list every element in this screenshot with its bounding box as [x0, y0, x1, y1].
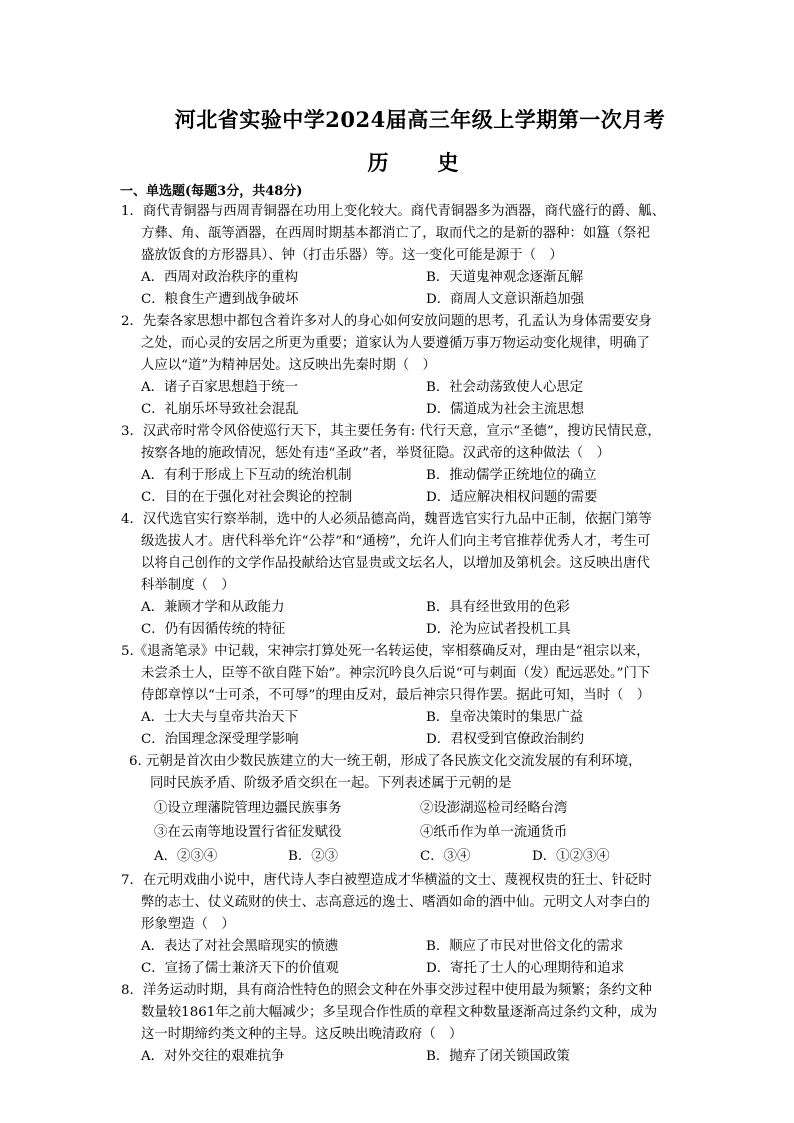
question-6-statement-2: ②设澎湖巡检司经略台湾 — [420, 801, 568, 816]
question-7-option-c: C．宣扬了儒士兼济天下的价值观 — [141, 961, 339, 976]
question-4-option-b: B．具有经世致用的色彩 — [426, 600, 570, 615]
question-6-line-2: 同时民族矛盾、阶级矛盾交织在一起。下列表述属于元朝的是 — [150, 776, 512, 791]
question-2-option-a: A．诸子百家思想趋于统一 — [141, 380, 298, 395]
question-6-statement-1: ①设立理藩院管理边疆民族事务 — [154, 801, 342, 816]
exam-subject: 历 史 — [367, 150, 473, 175]
question-3-line-2: 按察各地的施政情况，惩处有违“圣政”者，举贤征隐。汉武帝的这种做法（ ） — [141, 446, 610, 461]
question-3-option-a: A．有利于形成上下互动的统治机制 — [141, 468, 352, 483]
question-2-option-b: B．社会动荡致使人心思定 — [426, 380, 584, 395]
question-4-option-c: C．仍有因循传统的特征 — [141, 622, 286, 637]
question-3-line-1: 3．汉武帝时常令风俗使巡行天下，其主要任务有: 代行天意，宣示“圣德”，搜访民情民意， — [121, 424, 661, 439]
question-4-option-d: D．沦为应试者投机工具 — [426, 622, 571, 637]
question-1-option-c: C．粮食生产遭到战争破坏 — [141, 292, 299, 307]
question-8-line-2: 数量较1861年之前大幅减少；多呈现合作性质的章程文种数量逐渐高过条约文种，成为 — [141, 1005, 658, 1020]
question-5-line-1: 5.《退斋笔录》中记载，宋神宗打算处死一名转运使，宰相蔡确反对，理由是“祖宗以来， — [121, 644, 650, 659]
question-1-line-3: 盛放饭食的方形器具）、钟（打击乐器）等。这一变化可能是源于（ ） — [141, 248, 563, 263]
question-4-line-1: 4．汉代选官实行察举制，选中的人必须品德高尚，魏晋选官实行九品中正制，依据门第等 — [121, 512, 652, 527]
question-6-option-d: D．①②③④ — [532, 849, 610, 864]
question-3-option-b: B．推动儒学正统地位的确立 — [426, 468, 597, 483]
question-6-line-1: 6. 元朝是首次由少数民族建立的大一统王朝，形成了各民族文化交流发展的有利环境， — [129, 754, 642, 769]
question-2-line-1: 2．先秦各家思想中都包含着许多对人的身心如何安放问题的思考，孔孟认为身体需要安身 — [121, 314, 652, 329]
question-4-line-4: 科举制度（ ） — [141, 578, 235, 593]
question-6-option-a: A．②③④ — [154, 849, 218, 864]
question-5-option-b: B．皇帝决策时的集思广益 — [426, 710, 584, 725]
question-7-line-1: 7．在元明戏曲小说中，唐代诗人李白被塑造成才华横溢的文士、蔑视权贵的狂士、针砭时 — [121, 873, 652, 888]
question-8-option-b: B．抛弃了闭关锁国政策 — [426, 1049, 570, 1064]
question-7-option-a: A．表达了对社会黑暗现实的愤懑 — [141, 939, 339, 954]
question-3-option-d: D．适应解决相权问题的需要 — [426, 490, 598, 505]
question-4-line-3: 以将自己创作的文学作品投献给达官显贵或文坛名人，以增加及第机会。这反映出唐代 — [141, 556, 650, 571]
question-1-line-1: 1．商代青铜器与西周青铜器在功用上变化较大。商代青铜器多为酒器，商代盛行的爵、觚、 — [121, 204, 666, 219]
question-7-line-3: 形象塑造（ ） — [141, 917, 235, 932]
question-1-option-a: A．西周对政治秩序的重构 — [141, 270, 298, 285]
question-1-option-b: B．天道鬼神观念逐渐瓦解 — [426, 270, 584, 285]
question-3-option-c: C．目的在于强化对社会舆论的控制 — [141, 490, 353, 505]
question-5-line-2: 未尝杀士人，臣等不欲自陛下始”。神宗沉吟良久后说“可与刺面（发）配远恶处。”门下 — [141, 666, 651, 681]
question-7-option-b: B．顺应了市民对世俗文化的需求 — [426, 939, 624, 954]
question-2-option-d: D．儒道成为社会主流思想 — [426, 402, 585, 417]
question-2-line-3: 人应以“道”为精神居处。这反映出先秦时期（ ） — [141, 358, 436, 373]
question-2-line-2: 之处，而心灵的安居之所更为重要；道家认为人要遵循万事万物运动变化规律，明确了 — [141, 336, 650, 351]
question-4-option-a: A．兼顾才学和从政能力 — [141, 600, 285, 615]
question-6-statement-3: ③在云南等地设置行省征发赋役 — [154, 825, 342, 840]
question-5-line-3: 侍郎章惇以“士可杀，不可辱”的理由反对，最后神宗只得作罢。据此可知，当时（ ） — [141, 688, 651, 703]
question-1-option-d: D．商周人文意识渐趋加强 — [426, 292, 585, 307]
question-1-line-2: 方彝、角、瓿等酒器，在西周时期基本都消亡了，取而代之的是新的器种：如簋（祭祀 — [141, 226, 650, 241]
question-8-line-3: 这一时期缔约类文种的主导。这反映出晚清政府（ ） — [141, 1027, 463, 1042]
exam-title: 河北省实验中学2024届高三年级上学期第一次月考 — [174, 107, 666, 132]
question-8-option-a: A．对外交往的艰难抗争 — [141, 1049, 285, 1064]
question-5-option-a: A．士大夫与皇帝共治天下 — [141, 710, 298, 725]
question-6-option-c: C．③④ — [420, 849, 471, 864]
question-8-line-1: 8．洋务运动时期，具有商洽性特色的照会文种在外事交涉过程中使用最为频繁；条约文种 — [121, 983, 652, 998]
question-6-statement-4: ④纸币作为单一流通货币 — [420, 825, 568, 840]
question-2-option-c: C．礼崩乐坏导致社会混乱 — [141, 402, 299, 417]
question-5-option-d: D．君权受到官僚政治制约 — [426, 732, 585, 747]
question-6-option-b: B．②③ — [288, 849, 339, 864]
section-heading: 一、单选题(每题3分，共48分) — [120, 184, 303, 199]
question-7-line-2: 弊的志士、仗义疏财的侠士、志高意远的逸士、嗜酒如命的酒中仙。元明文人对李白的 — [141, 895, 650, 910]
question-7-option-d: D．寄托了士人的心理期待和追求 — [426, 961, 625, 976]
question-4-line-2: 级选拔人才。唐代科举允许“公荐”和“通榜”，允许人们向主考官推荐优秀人才，考生可 — [141, 534, 651, 549]
question-5-option-c: C．治国理念深受理学影响 — [141, 732, 299, 747]
